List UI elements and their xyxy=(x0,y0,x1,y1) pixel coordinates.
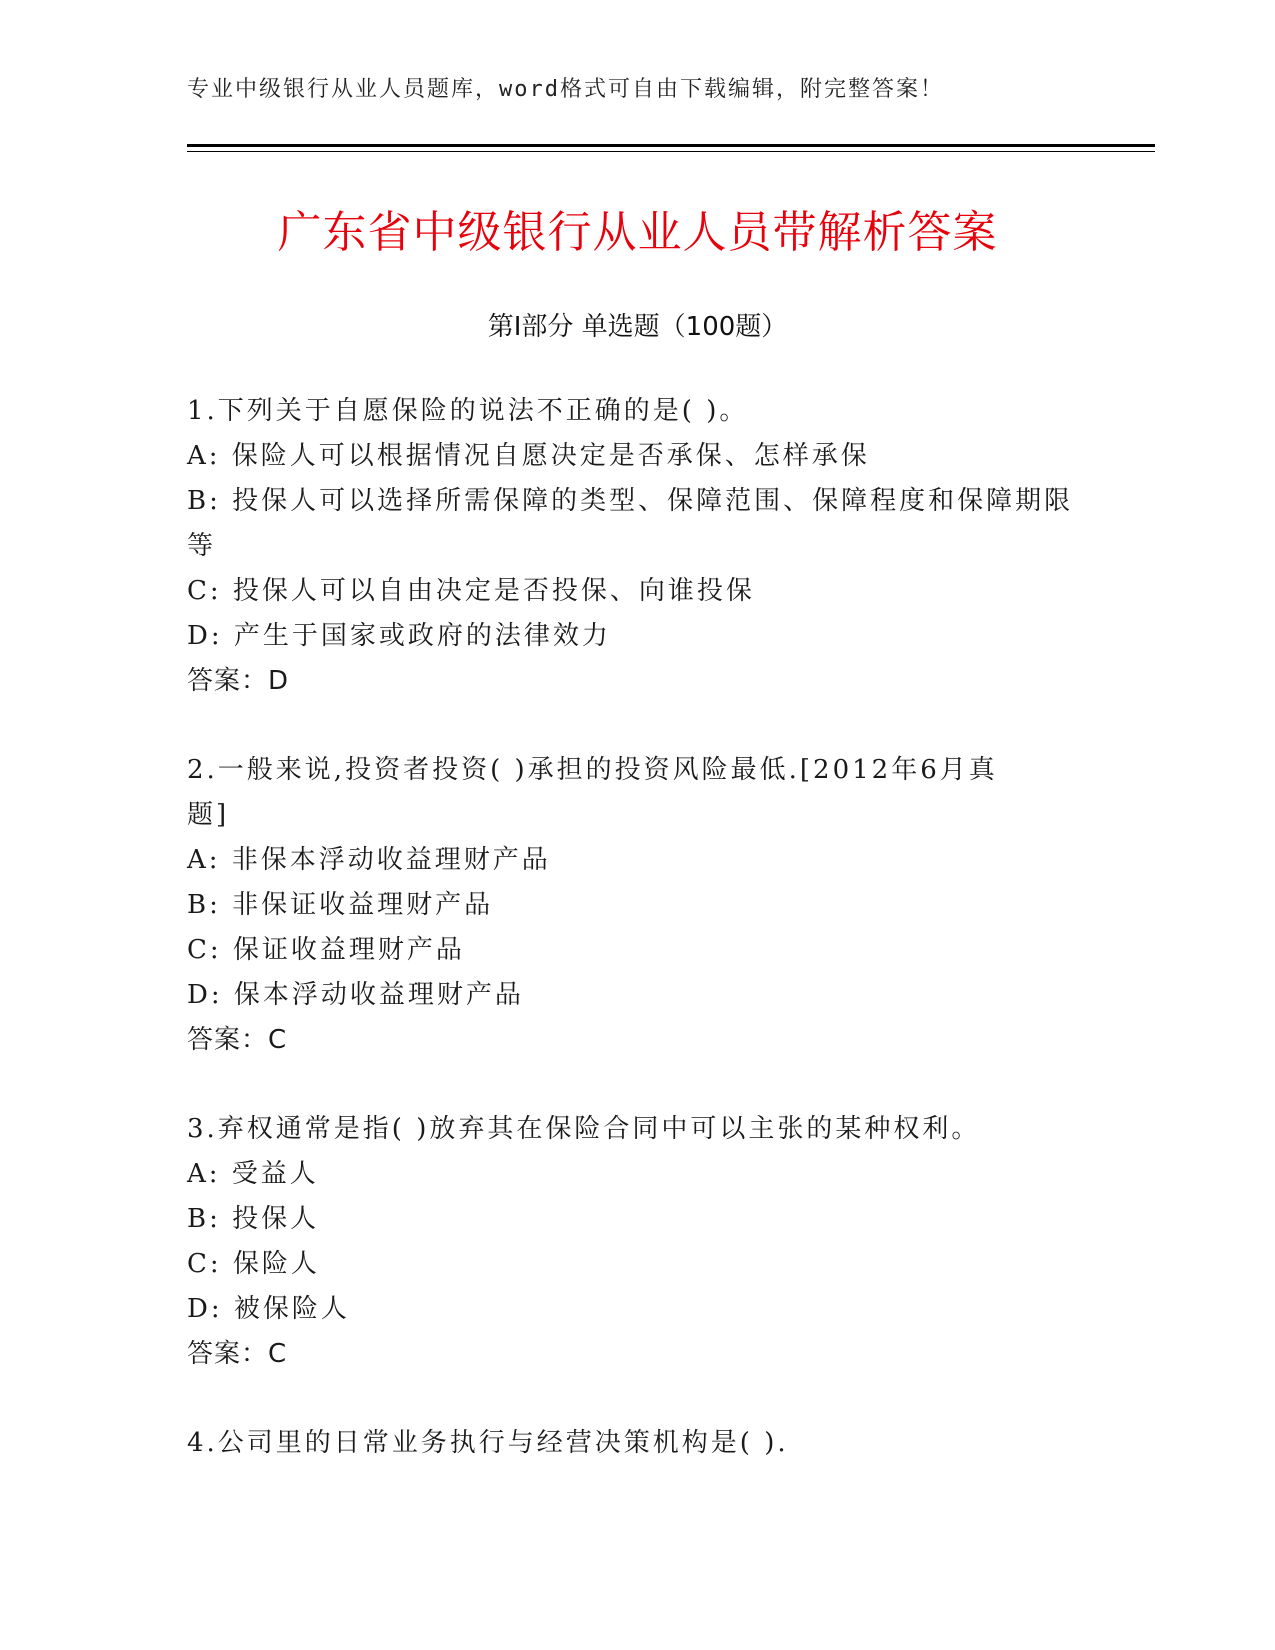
question-list xyxy=(187,389,1087,1510)
header-rule-thin xyxy=(187,151,1155,152)
answer-option: D: 被保险人 xyxy=(187,1294,350,1324)
question-block xyxy=(187,1107,1087,1377)
question-block xyxy=(187,389,1087,704)
question-stem: 4.公司里的日常业务执行与经营决策机构是( ). xyxy=(187,1428,789,1458)
answer-option: B: 投保人 xyxy=(187,1204,320,1234)
answer-option: C: 保证收益理财产品 xyxy=(187,935,465,965)
answer-option: B: 非保证收益理财产品 xyxy=(187,890,494,920)
answer-option: A: 保险人可以根据情况自愿决定是否承保、怎样承保 xyxy=(187,441,870,471)
question-block xyxy=(187,1421,1087,1466)
question-stem: 题] xyxy=(187,800,230,830)
question-stem: 1.下列关于自愿保险的说法不正确的是( )。 xyxy=(187,396,749,426)
answer-option: A: 非保本浮动收益理财产品 xyxy=(187,845,551,875)
question-stem: 3.弃权通常是指( )放弃其在保险合同中可以主张的某种权利。 xyxy=(187,1114,981,1144)
answer-option: D: 产生于国家或政府的法律效力 xyxy=(187,621,611,651)
answer-option: D: 保本浮动收益理财产品 xyxy=(187,980,524,1010)
question-stem: 2.一般来说,投资者投资( )承担的投资风险最低.[2012年6月真 xyxy=(187,755,998,785)
answer-option: C: 保险人 xyxy=(187,1249,320,1279)
answer-key: 答案：D xyxy=(187,666,290,696)
page-header: 专业中级银行从业人员题库，word格式可自由下载编辑，附完整答案！ xyxy=(187,77,944,102)
answer-key: 答案：C xyxy=(187,1025,288,1055)
document-title: 广东省中级银行从业人员带解析答案 xyxy=(277,207,998,258)
answer-option: B: 投保人可以选择所需保障的类型、保障范围、保障程度和保障期限 xyxy=(187,486,1074,516)
answer-option: C: 投保人可以自由决定是否投保、向谁投保 xyxy=(187,576,755,606)
answer-key: 答案：C xyxy=(187,1339,288,1369)
answer-option: A: 受益人 xyxy=(187,1159,319,1189)
answer-option: 等 xyxy=(187,531,217,561)
section-title: 第Ⅰ部分 单选题（100题） xyxy=(487,312,788,342)
header-rule-thick xyxy=(187,144,1155,147)
question-block xyxy=(187,748,1087,1063)
